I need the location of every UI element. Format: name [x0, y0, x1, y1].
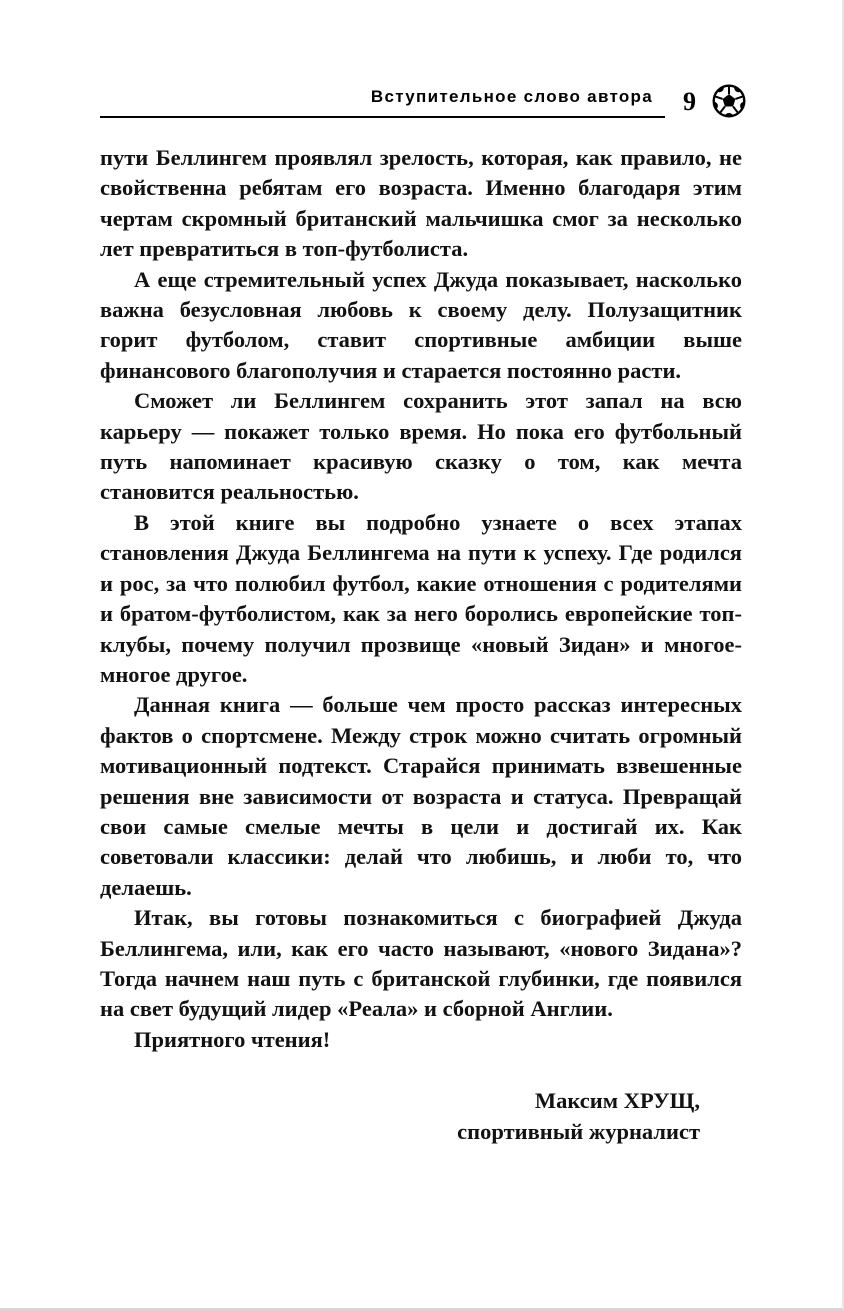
paragraph: Приятного чтения! [134, 1026, 331, 1052]
paragraph: Сможет ли Беллингем сохранить этот запал на всю карьеру — покажет только время. Но пока его футбольный путь напоминает красивую сказку о том, как мечта становится реальностью. [100, 388, 742, 505]
page-number: 9 [683, 87, 696, 116]
body-text [0, 118, 842, 1055]
running-header-title: Вступительное слово автора [370, 87, 653, 106]
paragraph: пути Беллингем проявлял зрелость, которая, как правило, не свойственна ребятам его возраста. Именно благодаря этим чертам скромный британский мальчишка смог за несколько лет превратиться в топ-футболиста. [100, 145, 742, 262]
soccer-ball-icon [712, 84, 746, 118]
header-rule [100, 87, 665, 118]
paragraph: Данная книга — больше чем просто рассказ интересных фактов о спортсмене. Между строк можно считать огромный мотивационный подтекст. Старайся принимать взвешенные решения вне зависимости от возраста и статуса. Превращай свои самые смелые мечты в цели и достигай их. Как советовали классики: делай что любишь, и люби то, что делаешь. [100, 692, 742, 900]
signature-block [0, 1055, 842, 1147]
paragraph: В этой книге вы подробно узнаете о всех этапах становления Джуда Беллингема на пути к успеху. Где родился и рос, за что полюбил футбол, какие отношения с родителями и братом-футболистом, как за него боролись европейские топ-клубы, почему получил прозвище «новый Зидан» и многое-многое другое. [100, 509, 742, 687]
signature-role: спортивный журналист [457, 1119, 700, 1145]
paragraph: Итак, вы готовы познакомиться с биографией Джуда Беллингема, или, как его часто называют, «нового Зидана»? Тогда начнем наш путь с британской глубинки, где появился на свет будущий лидер «Реала» и сборной Англии. [100, 905, 742, 1022]
paragraph: А еще стремительный успех Джуда показывает, насколько важна безусловная любовь к своему делу. Полузащитник горит футболом, ставит спортивные амбиции выше финансового благополучия и старается постоянно расти. [100, 266, 742, 383]
signature-name: Максим ХРУЩ, [534, 1088, 700, 1114]
page-header [0, 0, 842, 118]
